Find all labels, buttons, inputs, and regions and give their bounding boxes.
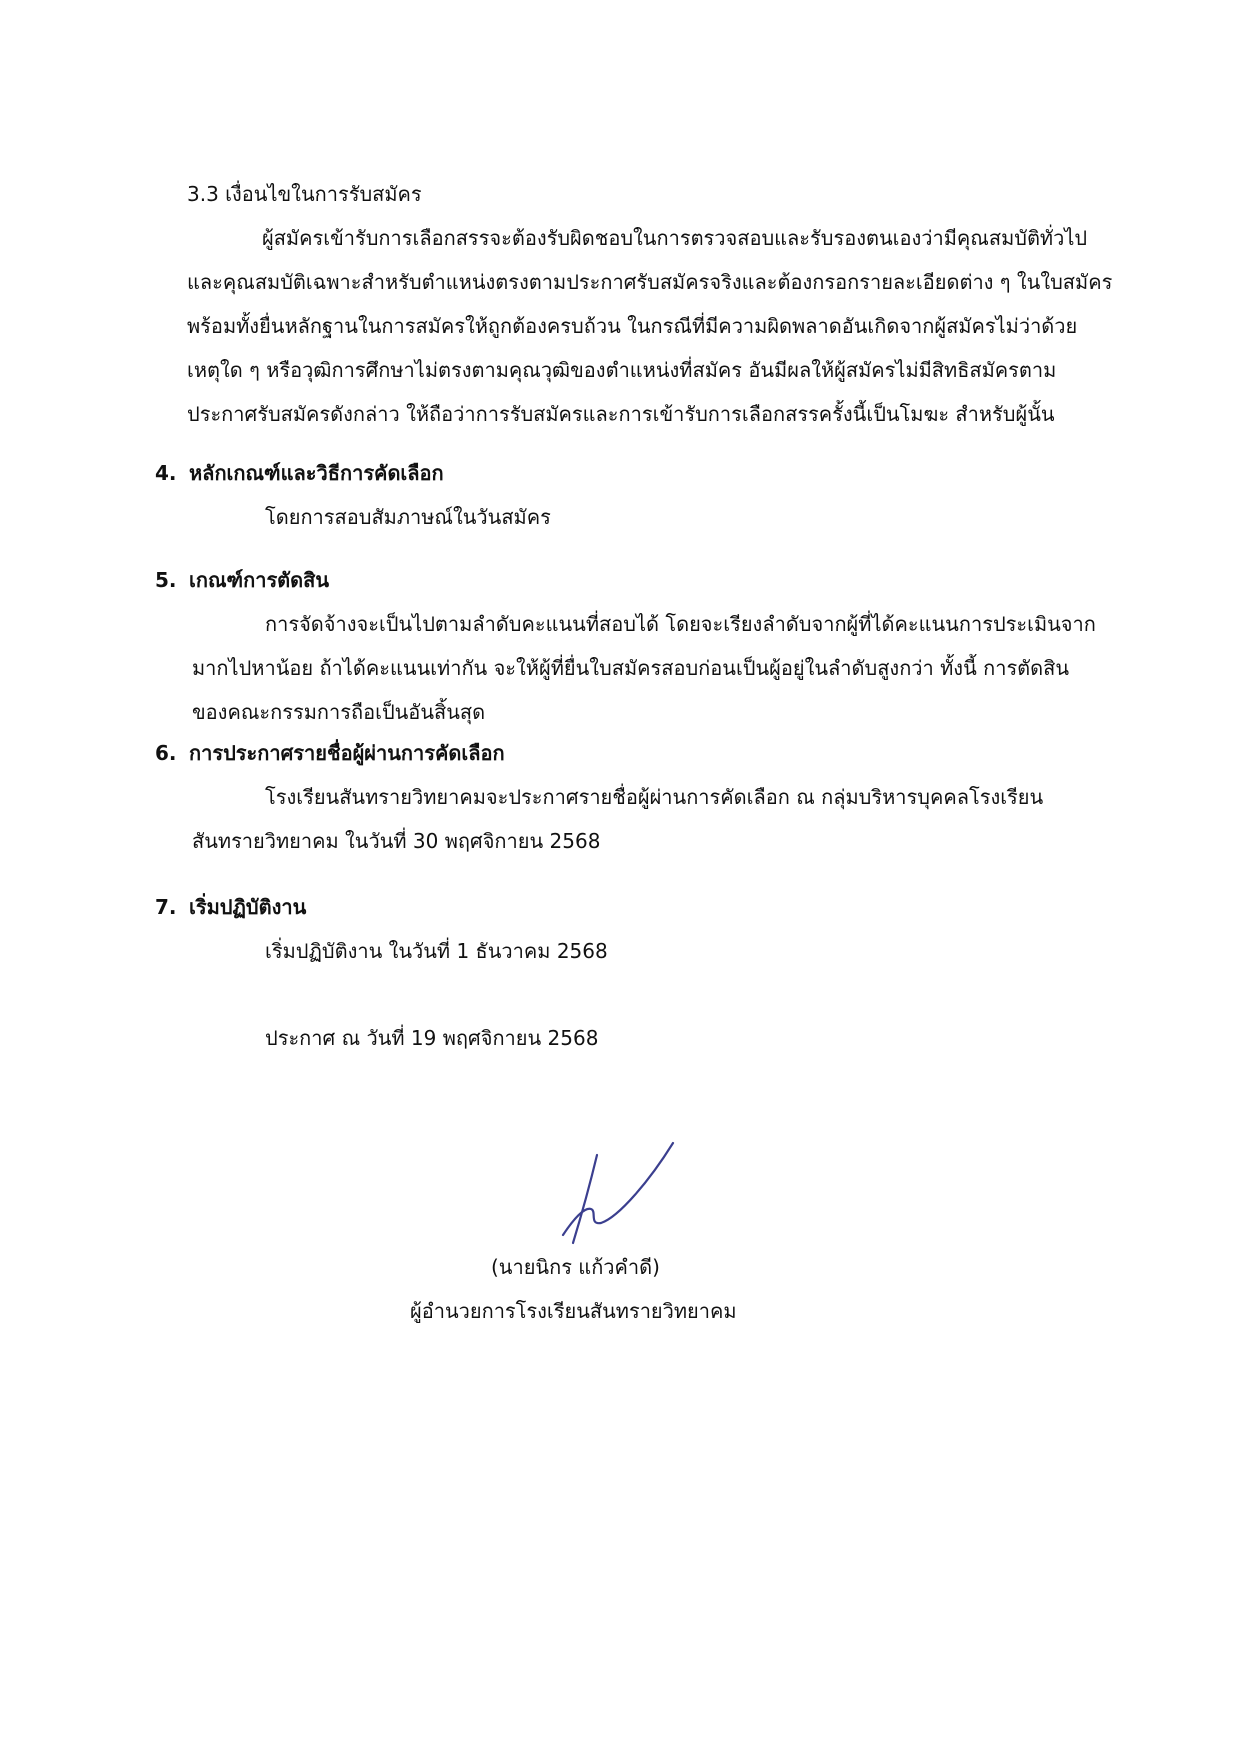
section-7-number: 7. (155, 895, 177, 919)
section-4-number: 4. (155, 461, 177, 485)
section-4-heading (155, 459, 444, 487)
section-5-heading (155, 566, 329, 594)
section-6-line-1: โรงเรียนสันทรายวิทยาคมจะประกาศรายชื่อผู้ผ่านการคัดเลือก ณ กลุ่มบริหารบุคคลโรงเรียน (265, 785, 1044, 809)
signature-image (545, 1125, 695, 1245)
section-3-3-line-3: พร้อมทั้งยื่นหลักฐานในการสมัครให้ถูกต้องครบถ้วน ในกรณีที่มีความผิดพลาดอันเกิดจากผู้สมัครไม่ว่าด้วย (187, 314, 1078, 338)
section-3-3-line-1: ผู้สมัครเข้ารับการเลือกสรรจะต้องรับผิดชอบในการตรวจสอบและรับรองตนเองว่ามีคุณสมบัติทั่วไป (262, 226, 1088, 250)
section-3-3-title: 3.3 เงื่อนไขในการรับสมัคร (187, 182, 422, 206)
section-3-3-line-4: เหตุใด ๆ หรือวุฒิการศึกษาไม่ตรงตามคุณวุฒิของตำแหน่งที่สมัคร อันมีผลให้ผู้สมัครไม่มีสิทธิสมัครตาม (187, 358, 1057, 382)
announcement-date: ประกาศ ณ วันที่ 19 พฤศจิกายน 2568 (265, 1026, 599, 1050)
section-3-3-line-2: และคุณสมบัติเฉพาะสำหรับตำแหน่งตรงตามประกาศรับสมัครจริงและต้องกรอกรายละเอียดต่าง ๆ ในใบสมัคร (187, 270, 1113, 294)
section-5-number: 5. (155, 568, 177, 592)
section-5-line-2: มากไปหาน้อย ถ้าได้คะแนนเท่ากัน จะให้ผู้ที่ยื่นใบสมัครสอบก่อนเป็นผู้อยู่ในลำดับสูงกว่า ทั้งนี้ การตัดสิน (192, 656, 1070, 680)
signer-name: (นายนิกร แก้วคำดี) (491, 1255, 660, 1279)
section-6-line-2: สันทรายวิทยาคม ในวันที่ 30 พฤศจิกายน 2568 (192, 829, 601, 853)
section-7-heading (155, 893, 306, 921)
section-7-line-1: เริ่มปฏิบัติงาน ในวันที่ 1 ธันวาคม 2568 (265, 939, 608, 963)
section-6-heading (155, 739, 505, 767)
section-4-line-1: โดยการสอบสัมภาษณ์ในวันสมัคร (265, 505, 551, 529)
section-6-number: 6. (155, 741, 177, 765)
section-6-title: การประกาศรายชื่อผู้ผ่านการคัดเลือก (189, 741, 505, 765)
section-5-line-1: การจัดจ้างจะเป็นไปตามลำดับคะแนนที่สอบได้ โดยจะเรียงลำดับจากผู้ที่ได้คะแนนการประเมินจาก (265, 612, 1096, 636)
section-5-title: เกณฑ์การตัดสิน (189, 568, 330, 592)
section-7-title: เริ่มปฏิบัติงาน (189, 895, 307, 919)
section-5-line-3: ของคณะกรรมการถือเป็นอันสิ้นสุด (192, 700, 486, 724)
section-3-3-line-5: ประกาศรับสมัครดังกล่าว ให้ถือว่าการรับสมัครและการเข้ารับการเลือกสรรครั้งนี้เป็นโมฆะ สำหรับผู้นั้น (187, 402, 1055, 426)
section-4-title: หลักเกณฑ์และวิธีการคัดเลือก (189, 461, 444, 485)
signer-position: ผู้อำนวยการโรงเรียนสันทรายวิทยาคม (410, 1299, 737, 1323)
